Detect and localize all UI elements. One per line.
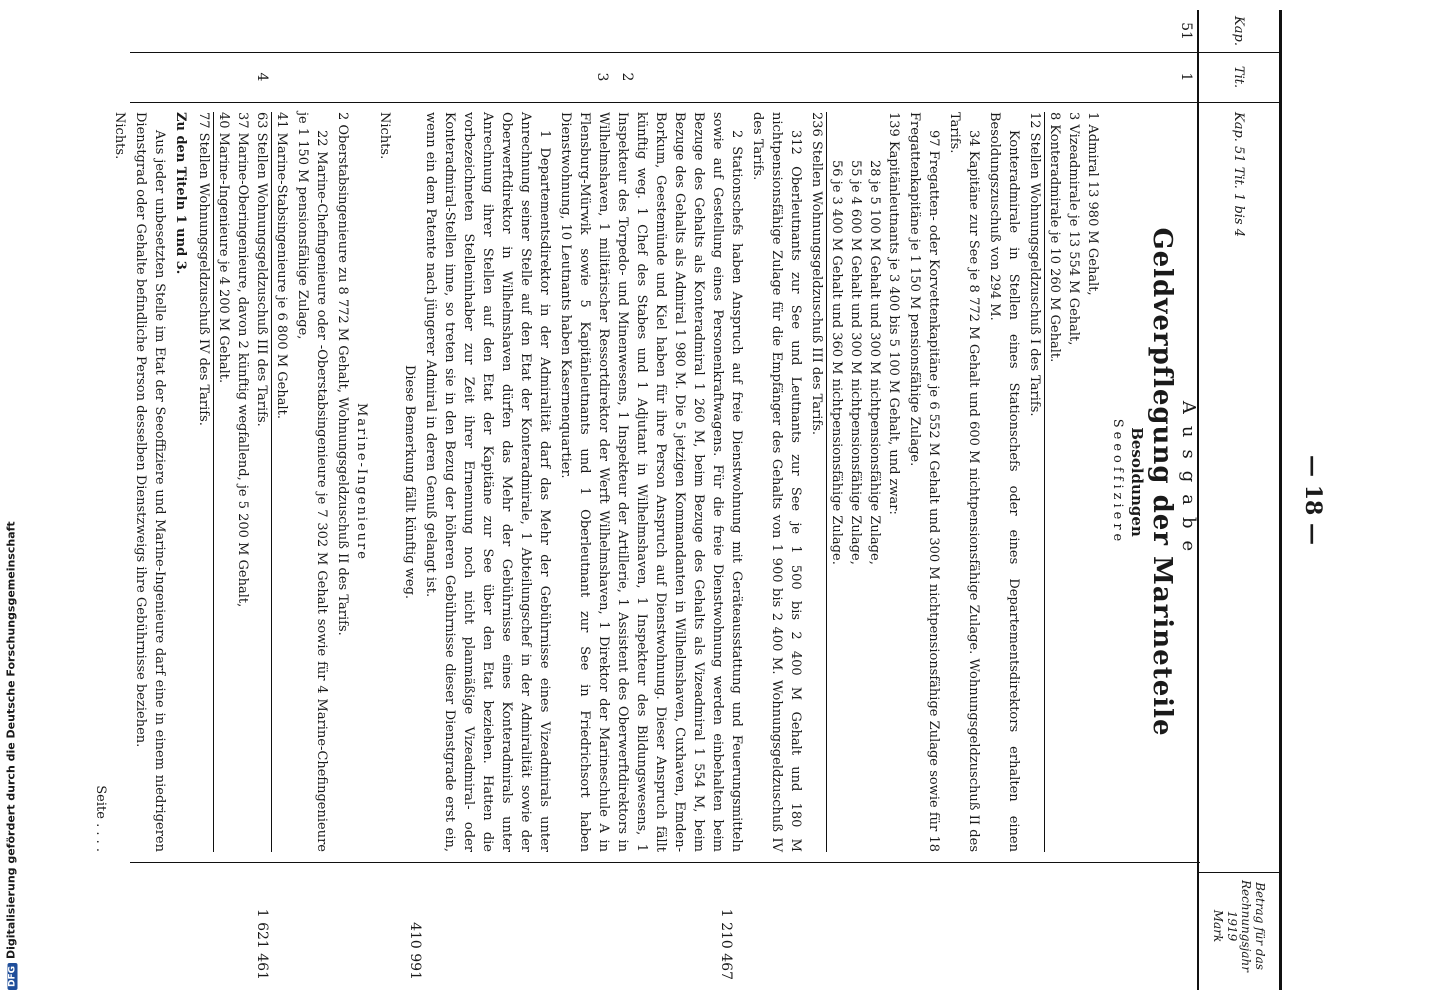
dfg-logo: DFG <box>8 963 18 990</box>
text-line: 8 Konteradmirale je 10 260 M Gehalt. <box>1047 112 1062 363</box>
text-line: 77 Stellen Wohnungsgeldzuschuß IV des Tarifs. <box>194 112 214 852</box>
document-page <box>93 10 1330 990</box>
text-paragraph: 312 Oberleutnants zur See und Leutnants zur See je 1 500 bis 2 400 M Gehalt und 180 M nichtpensionsfähige Zulage für die Empfänger des Gehalts von 1 900 bis 2 400 M. Wohnungsgeldzuschuß IV des Tarifs. <box>750 112 803 852</box>
amount-label-2: Rechnungsjahr <box>1239 880 1253 972</box>
text-line: Nichts. <box>112 112 127 160</box>
main-text <box>91 112 1200 852</box>
text-paragraph: Konteradmirale in Stellen eines Stationschefs oder eines Departementsdirektors erhalten einen Besoldungszuschuß von 294 M. <box>987 112 1021 852</box>
text-line: 55 je 4 600 M Gehalt und 300 M nichtpensionsfähige Zulage, <box>848 160 863 565</box>
tit-2: 2 <box>619 72 635 82</box>
footer-strip <box>0 0 22 1000</box>
text-line: 56 je 3 400 M Gehalt und 360 M nichtpensionsfähige Zulage. <box>829 160 844 565</box>
text-line: 40 Marine-Ingenieure je 4 200 M Gehalt. <box>216 112 231 384</box>
kap-number: 51 <box>1178 22 1194 40</box>
text-line: 2 Oberstabsingenieure zu 8 772 M Gehalt, Wohnungsgeldzuschuß II des Tarifs. <box>335 112 350 636</box>
col-amount-label <box>1199 862 1279 990</box>
page-title: Geldverpflegung der Marineteile <box>1147 227 1177 737</box>
col-tit-label: Tit. <box>1199 52 1279 103</box>
col-divider <box>130 862 1200 863</box>
amount-label-1: Betrag für das <box>1253 882 1267 970</box>
amount-unit: Mark <box>1211 909 1225 943</box>
text-note: Diese Bemerkung fällt künftig weg. <box>402 364 417 600</box>
text-paragraph: 22 Marine-Chefingenieure oder -Oberstabsingenieure je 7 302 M Gehalt sowie für 4 Marine-Chefingenieure je 1 150 M pensionsfähige Zulage, <box>295 112 329 852</box>
text-line: 236 Stellen Wohnungsgeldzuschuß III des Tarifs. <box>807 112 827 852</box>
text-line: 41 Marine-Stabsingenieure je 6 800 M Gehalt. <box>274 112 289 419</box>
text-line: 139 Kapitänleutnants je 3 400 bis 5 100 M Gehalt, und zwar: <box>886 112 901 515</box>
section-heading: Ausgabe <box>1178 400 1199 564</box>
amount-label-3: 1919 <box>1225 910 1239 942</box>
amount-total: 1 621 461 <box>254 908 270 980</box>
page-number: — 18 — <box>1300 455 1326 545</box>
seite-note: Seite . . . . <box>93 785 108 852</box>
text-line: 3 Vizeadmirale je 13 554 M Gehalt, <box>1066 112 1081 346</box>
col-divider <box>130 52 1200 53</box>
section-heading: Marine-Ingenieure <box>354 403 369 561</box>
text-line: 37 Marine-Oberingenieure, davon 2 künftig wegfallend, je 5 200 M Gehalt, <box>235 112 250 608</box>
text-paragraph: 97 Fregatten- oder Korvettenkapitäne je 6 552 M Gehalt und 300 M nichtpensionsfähige Zulage sowie für 18 Fregattenkapitäne je 1 150 M pensionsfähige Zulage. <box>907 112 941 852</box>
page-top <box>1290 10 1330 990</box>
footer-text: Digitalisierung gefördert durch die Deutsche Forschungsgemeinschaft <box>4 521 18 959</box>
tit-1: 1 <box>1178 72 1194 82</box>
amount-tit-3: 410 991 <box>407 922 423 980</box>
text-line: 63 Stellen Wohnungsgeldzuschuß III des Tarifs. <box>252 112 272 852</box>
subtitle: Besoldungen <box>1128 427 1146 537</box>
running-title: Kap. 51 Tit. 1 bis 4 <box>1199 102 1279 873</box>
col-divider <box>130 102 1200 103</box>
text-paragraph: 2 Stationschefs haben Anspruch auf freie Dienstwohnung mit Geräteausstattung und Feuerungsmitteln sowie auf Gestellung eines Personenkraftwagens. Für die freie Dienstwohnung werden einbehalten beim Bezuge des Gehalts als Konteradmiral 1 260 M, beim Bezuge des Gehalts als Vizeadmiral 1 554 M, beim Bezuge des Gehalts als Admiral 1 980 M. Die 5 jetzigen Kommandanten in Wilhelmshaven, Cuxhaven, Emden-Borkum, Geestemünde und Kiel haben für ihre Person Anspruch auf Dienstwohnung. Dieser Anspruch fällt künftig weg. 1 Chef des Stabes und 1 Adjutant in Wilhelmshaven, 1 Inspekteur des Bildungswesens, 1 Inspekteur des Torpedo- und Minenwesens, 1 Inspekteur der Artillerie, 1 Assistent des Oberwerftdirektors in Wilhelmshaven, 1 militärischer Ressortdirektor der Werft Wilhelmshaven, 1 Direktor der Marineschule A in Flensburg-Mürwik sowie 5 Kapitänleutnants und 1 Oberleutnant zur See in Friedrichsort haben Dienstwohnung, 10 Leutnants haben Kasernenquartier. <box>558 112 744 852</box>
subsubtitle: Seeoffiziere <box>1110 418 1125 546</box>
text-line: Nichts. <box>377 112 392 160</box>
text-heading: Zu den Titeln 1 und 3. <box>173 112 188 275</box>
text-paragraph: Aus jeder unbesetzten Stelle im Etat der Seeoffiziere und Marine-Ingenieure darf eine in einem niedrigeren Dienstgrad oder Gehalte befindliche Person desselben Dienstzweigs ihre Gebührnisse beziehen. <box>133 112 167 852</box>
text-line: 28 je 5 100 M Gehalt und 300 M nichtpensionsfähige Zulage, <box>867 160 882 565</box>
tit-4: 4 <box>254 72 270 82</box>
tit-3: 3 <box>594 72 610 82</box>
text-line: 1 Admiral 13 980 M Gehalt, <box>1085 112 1100 296</box>
column-header <box>1197 10 1282 990</box>
text-paragraph: 34 Kapitäne zur See je 8 772 M Gehalt und 600 M nichtpensionsfähige Zulage. Wohnungsgeldzuschuß II des Tarifs. <box>947 112 981 852</box>
text-line: 12 Stellen Wohnungsgeldzuschuß I des Tarifs. <box>1025 112 1045 852</box>
text-paragraph: 1 Departementsdirektor in der Admiralität darf das Mehr der Gebührnisse eines Vizeadmirals unter Anrechnung seiner Stelle auf den Etat der Konteradmirale, 1 Abteilungschef in der Admiralität sowie der Oberwerftdirektor in Wilhelmshaven dürfen das Mehr der Gebührnisse eines Konteradmirals unter Anrechnung ihrer Stellen auf den Etat der Kapitäne zur See über den Etat beziehen. Hatten die vorbezeichneten Stelleninhaber zur Zeit ihrer Ernennung noch nicht planmäßige Vizeadmiral- oder Konteradmiral-Stellen inne, so treten sie in den Bezug der höheren Gebührnisse dieser Dienstgrade erst ein, wenn ein dem Patente nach jüngerer Admiral in deren Genuß gelangt ist. <box>423 112 552 852</box>
col-kap-label: Kap. <box>1199 10 1279 53</box>
scan-stage <box>80 0 1360 1000</box>
amount-tit-1: 1 210 467 <box>718 908 734 980</box>
